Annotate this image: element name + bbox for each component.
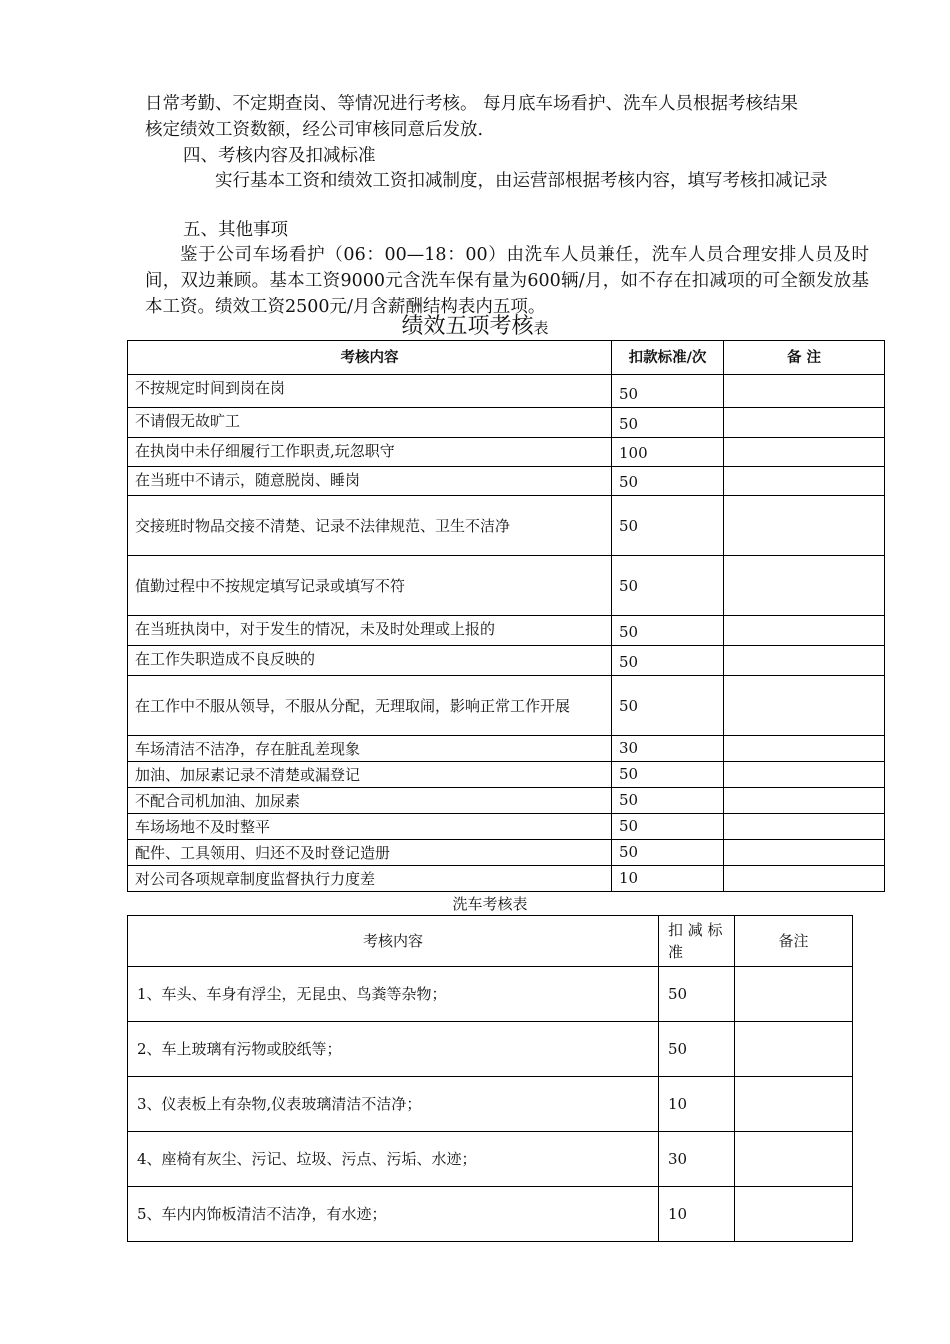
row-content: 在工作中不服从领导，不服从分配，无理取闹，影响正常工作开展: [128, 676, 612, 736]
header-deduction: 扣 减 标 准: [659, 916, 735, 967]
row-deduction: 10: [659, 1187, 735, 1242]
row-deduction: 30: [659, 1132, 735, 1187]
table-row: [128, 967, 853, 1022]
row-content: 交接班时物品交接不清楚、记录不法律规范、卫生不洁净: [128, 496, 612, 556]
table-row: [128, 736, 885, 762]
header-note: 备注: [735, 916, 853, 967]
row-note: [724, 866, 885, 892]
table-row: [128, 866, 885, 892]
car-wash-assessment-table: [127, 915, 853, 1242]
row-note: [735, 967, 853, 1022]
row-deduction: 50: [612, 616, 724, 646]
header-note: 备 注: [724, 341, 885, 375]
row-note: [724, 788, 885, 814]
row-note: [724, 616, 885, 646]
row-note: [735, 1022, 853, 1077]
row-note: [724, 840, 885, 866]
row-content: 在工作失职造成不良反映的: [128, 646, 612, 676]
table1-title-suffix: 表: [533, 319, 549, 337]
performance-assessment-table: [127, 340, 885, 892]
row-content: 在当班执岗中，对于发生的情况，未及时处理或上报的: [128, 616, 612, 646]
row-deduction: 30: [612, 736, 724, 762]
table-row: [128, 676, 885, 736]
row-note: [724, 556, 885, 616]
row-deduction: 50: [612, 375, 724, 408]
table-row: [128, 1077, 853, 1132]
row-note: [724, 496, 885, 556]
row-deduction: 50: [612, 788, 724, 814]
table2-title: 洗车考核表: [452, 895, 528, 913]
row-deduction: 50: [612, 496, 724, 556]
row-deduction: 50: [659, 1022, 735, 1077]
row-deduction: 10: [659, 1077, 735, 1132]
table-row: [128, 556, 885, 616]
row-note: [735, 1132, 853, 1187]
row-note: [724, 375, 885, 408]
row-deduction: 50: [612, 840, 724, 866]
row-content: 对公司各项规章制度监督执行力度差: [128, 866, 612, 892]
table-row: [128, 840, 885, 866]
table-header-row: [128, 916, 853, 967]
row-content: 3、仪表板上有杂物,仪表玻璃清洁不洁净；: [128, 1077, 659, 1132]
section-5-body: 鉴于公司车场看护（06：00—18：00）由洗车人员兼任，洗车人员合理安排人员及时间，双边兼顾。基本工资9000元含洗车保有量为600辆/月，如不存在扣减项的可全额发放基本工资。绩效工资2500元/月含薪酬结构表内五项。: [145, 245, 869, 317]
row-deduction: 50: [612, 467, 724, 496]
row-deduction: 50: [612, 762, 724, 788]
row-deduction: 50: [612, 556, 724, 616]
table-header-row: [128, 341, 885, 375]
row-content: 5、车内内饰板清洁不洁净，有水迹；: [128, 1187, 659, 1242]
section-5-heading: 五、其他事项: [183, 220, 288, 240]
table-row: [128, 467, 885, 496]
table-row: [128, 762, 885, 788]
row-note: [724, 408, 885, 438]
table-row: [128, 788, 885, 814]
table-row: [128, 814, 885, 840]
row-note: [735, 1077, 853, 1132]
table-row: [128, 1132, 853, 1187]
table-row: [128, 438, 885, 467]
section-4-body: 实行基本工资和绩效工资扣减制度，由运营部根据考核内容，填写考核扣减记录: [215, 171, 828, 191]
table-row: [128, 375, 885, 408]
header-content: 考核内容: [128, 341, 612, 375]
row-content: 车场场地不及时整平: [128, 814, 612, 840]
header-content: 考核内容: [128, 916, 659, 967]
row-note: [724, 762, 885, 788]
intro-line-2: 核定绩效工资数额，经公司审核同意后发放.: [145, 120, 484, 140]
row-note: [724, 676, 885, 736]
section-4-heading: 四、考核内容及扣减标准: [183, 146, 376, 166]
table1-body: [128, 375, 885, 892]
table-row: [128, 646, 885, 676]
row-deduction: 50: [659, 967, 735, 1022]
row-note: [724, 467, 885, 496]
table-row: [128, 1022, 853, 1077]
row-deduction: 50: [612, 676, 724, 736]
row-note: [735, 1187, 853, 1242]
row-deduction: 50: [612, 408, 724, 438]
table-row: [128, 408, 885, 438]
row-content: 2、车上玻璃有污物或胶纸等；: [128, 1022, 659, 1077]
row-content: 不配合司机加油、加尿素: [128, 788, 612, 814]
header-deduction: 扣款标准/次: [612, 341, 724, 375]
intro-line-1: 日常考勤、不定期查岗、等情况进行考核。 每月底车场看护、洗车人员根据考核结果: [145, 94, 799, 114]
row-content: 4、座椅有灰尘、污记、垃圾、污点、污垢、水迹；: [128, 1132, 659, 1187]
row-content: 不按规定时间到岗在岗: [128, 375, 612, 408]
row-note: [724, 646, 885, 676]
row-deduction: 50: [612, 646, 724, 676]
table-row: [128, 1187, 853, 1242]
row-note: [724, 438, 885, 467]
row-content: 配件、工具领用、归还不及时登记造册: [128, 840, 612, 866]
row-content: 值勤过程中不按规定填写记录或填写不符: [128, 556, 612, 616]
table-row: [128, 616, 885, 646]
row-content: 车场清洁不洁净，存在脏乱差现象: [128, 736, 612, 762]
row-deduction: 50: [612, 814, 724, 840]
row-content: 加油、加尿素记录不清楚或漏登记: [128, 762, 612, 788]
row-content: 在执岗中未仔细履行工作职责,玩忽职守: [128, 438, 612, 467]
row-note: [724, 736, 885, 762]
row-deduction: 10: [612, 866, 724, 892]
row-note: [724, 814, 885, 840]
row-content: 在当班中不请示，随意脱岗、睡岗: [128, 467, 612, 496]
table1-title: [0, 313, 950, 342]
table2-body: [128, 967, 853, 1242]
row-content: 不请假无故旷工: [128, 408, 612, 438]
row-content: 1、车头、车身有浮尘，无昆虫、鸟粪等杂物；: [128, 967, 659, 1022]
table-row: [128, 496, 885, 556]
row-deduction: 100: [612, 438, 724, 467]
table1-title-main: 绩效五项考核: [401, 314, 534, 339]
